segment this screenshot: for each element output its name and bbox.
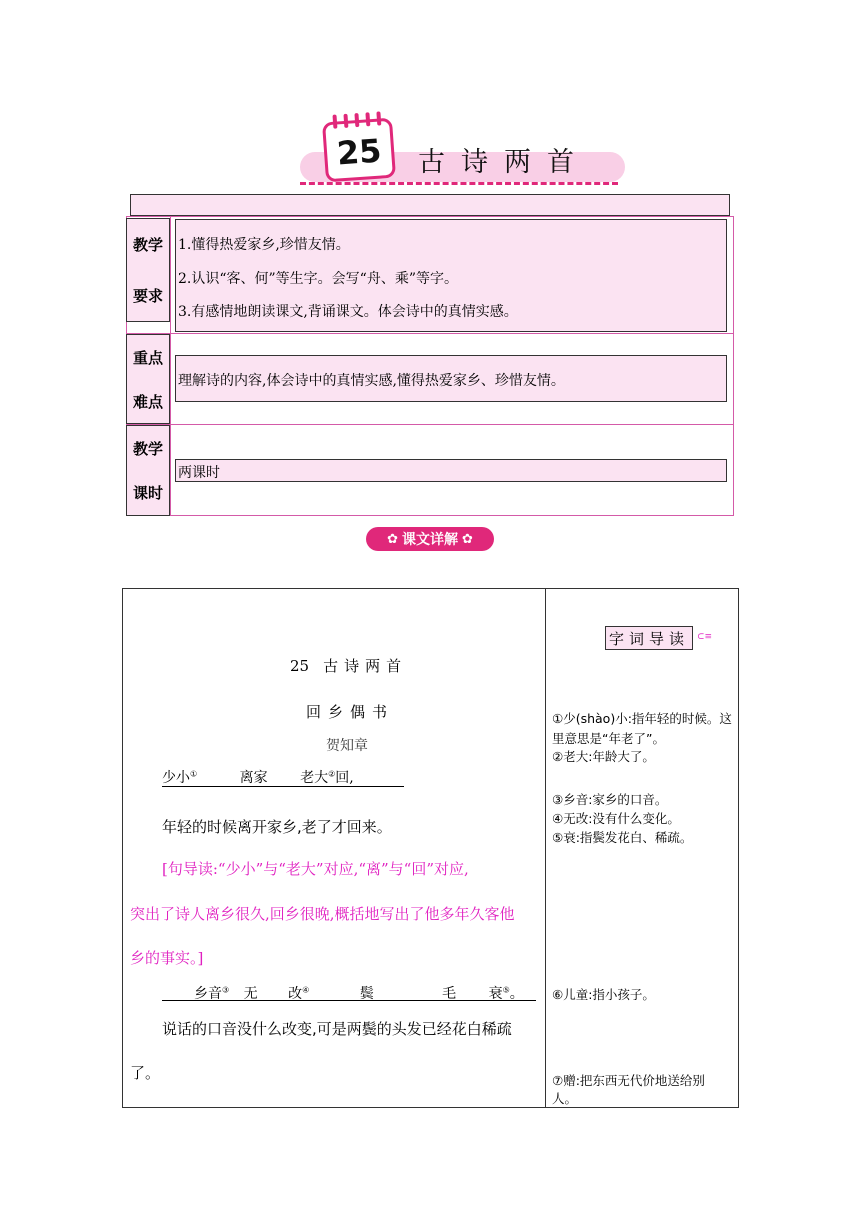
page-title: 古诗两首 (418, 147, 590, 178)
poem-word: 。 (509, 986, 524, 1002)
flower-icon: ✿ (387, 531, 398, 547)
poem-word: 鬓 (359, 986, 374, 1002)
poem-translation-2-cont: 了。 (130, 1064, 161, 1082)
requirements-content (175, 219, 727, 332)
vocab-note: ②老大:年龄大了。 (552, 749, 655, 764)
poem-word: 乡音 (194, 986, 222, 1002)
requirement-item: 3.有感情地朗读课文,背诵课文。体会诗中的真情实感。 (178, 304, 518, 320)
note-marker: ④ (302, 985, 310, 995)
poem-word: 回, (335, 770, 354, 786)
poem-translation-1: 年轻的时候离开家乡,老了才回来。 (162, 818, 392, 836)
key-point-item: 理解诗的内容,体会诗中的真情实感,懂得热爱家乡、珍惜友情。 (178, 373, 565, 389)
table-row-divider (126, 333, 734, 334)
lesson-number-badge (322, 118, 396, 183)
note-marker: ② (328, 769, 336, 779)
table-header-bar (130, 194, 730, 216)
vocab-note: ③乡音:家乡的口音。 (552, 792, 668, 807)
note-marker: ③ (222, 985, 230, 995)
guide-line: [句导读:“少小”与“老大”对应,“离”与“回”对应, (162, 860, 469, 878)
poem-title: 回乡偶书 (306, 703, 395, 721)
poem-word: 离家 (239, 770, 268, 786)
poem-author: 贺知章 (326, 738, 368, 754)
poem-word: 无 (243, 986, 258, 1002)
key-points-content (175, 355, 727, 402)
vocab-note: ⑦赠:把东西无代价地送给别 (552, 1073, 705, 1088)
table-col-divider (170, 216, 171, 516)
vocab-note: ⑥儿童:指小孩子。 (552, 987, 655, 1002)
poem-word: 毛 (442, 986, 457, 1002)
text-detail-divider (545, 588, 546, 1108)
poem-word: 少小 (162, 770, 190, 786)
label-text: 要求 (132, 287, 163, 305)
poem-line-underline (162, 1000, 536, 1001)
poem-line-underline (162, 786, 404, 787)
section-badge (366, 527, 494, 551)
section-badge-label: 课文详解 (402, 532, 458, 548)
poem-heading (290, 655, 407, 676)
poem-word: 老大 (300, 770, 329, 786)
vocab-note: 人。 (552, 1091, 578, 1106)
label-teaching-requirements (126, 218, 170, 322)
poem-translation-2: 说话的口音没什么改变,可是两鬓的头发已经花白稀疏 (162, 1020, 512, 1038)
note-marker: ⑤ (502, 985, 510, 995)
label-text: 重点 (132, 348, 163, 367)
table-row-divider (126, 424, 734, 425)
requirement-item: 1.懂得热爱家乡,珍惜友情。 (178, 237, 350, 253)
calendar-rings-icon (332, 111, 381, 128)
requirement-item: 2.认识“客、何”等生字。会写“舟、乘”等字。 (178, 271, 458, 287)
poem-word: 衰 (488, 986, 503, 1002)
note-marker: ① (190, 769, 198, 779)
decoration-icon: ⊂≡ (697, 632, 713, 642)
label-class-hours (126, 425, 170, 516)
vocab-note: 里意思是“年老了”。 (552, 731, 665, 746)
label-text: 课时 (132, 484, 163, 503)
vocab-note: ④无改:没有什么变化。 (552, 811, 680, 826)
flower-icon: ✿ (462, 531, 473, 547)
class-hours-item: 两课时 (178, 465, 220, 481)
vocab-title: 字词导读 (605, 626, 693, 650)
class-hours-content (175, 459, 727, 482)
guide-line: 乡的事实。] (130, 949, 204, 967)
poem-word: 改 (288, 986, 303, 1002)
label-text: 教学 (132, 439, 163, 458)
label-text: 教学 (132, 236, 163, 254)
poem-number: 25 (290, 657, 310, 675)
label-text: 难点 (132, 392, 163, 411)
guide-line: 突出了诗人离乡很久,回乡很晚,概括地写出了他多年久客他 (130, 905, 515, 923)
lesson-number: 25 (335, 131, 383, 173)
label-key-points (126, 334, 170, 424)
vocab-note: ①少(shào)小:指年轻的时候。这 (552, 711, 732, 726)
poem-lesson-title: 古诗两首 (323, 657, 408, 675)
header-dashed-line (300, 182, 618, 185)
vocab-note: ⑤衰:指鬓发花白、稀疏。 (552, 830, 693, 845)
poem-line-1 (162, 767, 354, 787)
